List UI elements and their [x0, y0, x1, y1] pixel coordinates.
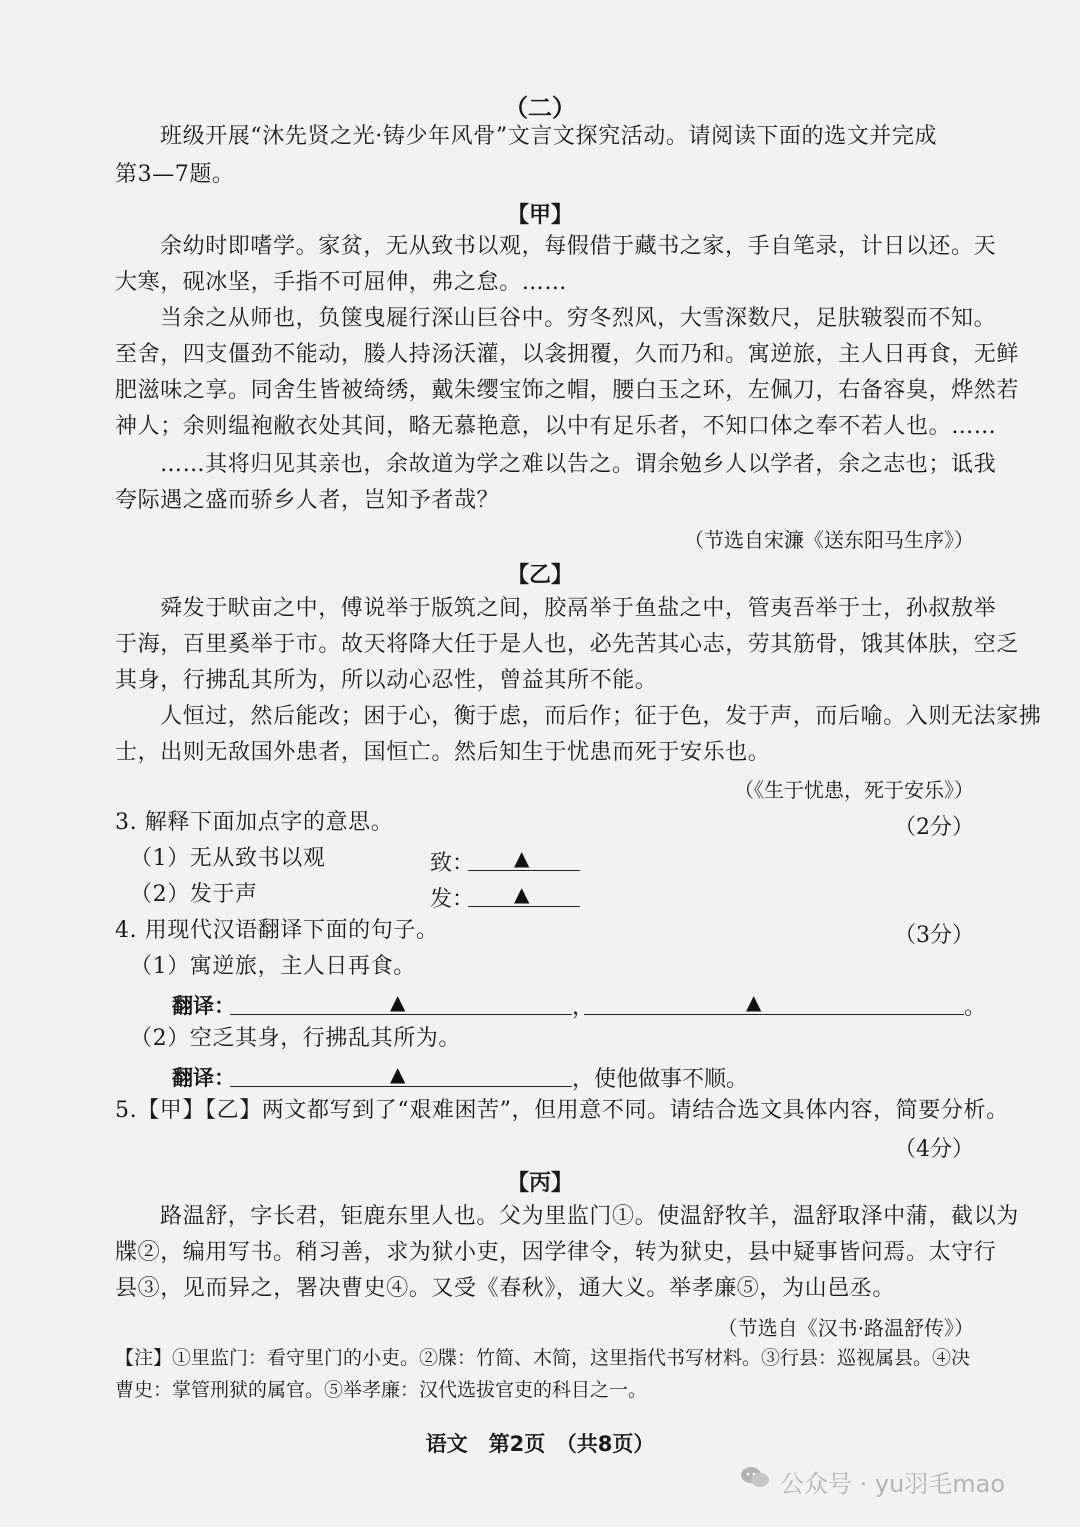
q3-stem: 3. 解释下面加点字的意思。: [115, 810, 394, 835]
passage-bing-label: 【丙】: [506, 1171, 573, 1196]
intro-line-2: 第3—7题。: [115, 162, 235, 187]
passage-jia-label: 【甲】: [506, 203, 573, 228]
q4-sentence-2-tail: ，使他做事不顺。: [572, 1067, 749, 1092]
q4-comma: ，: [572, 995, 595, 1020]
q3-item-1: （1）无从致书以观: [130, 846, 326, 871]
q4-answer-blank-1b[interactable]: [584, 988, 964, 1015]
intro-line-1: 班级开展“沐先贤之光·铸少年风骨”文言文探究活动。请阅读下面的选文并完成: [160, 124, 938, 149]
bing-line-2: 牒②，编用写书。稍习善，求为狱小吏，因学律令，转为狱史，县中疑事皆问焉。太守行: [115, 1240, 997, 1265]
yi-line-2: 于海，百里奚举于市。故天将降大任于是人也，必先苦其心志，劳其筋骨，饿其体肤，空乏: [115, 632, 1020, 657]
q4-period: 。: [964, 995, 987, 1020]
wechat-logo-icon: [740, 1466, 770, 1488]
yi-line-4: 人恒过，然后能改；困于心，衡于虑，而后作；征于色，发于声，而后喻。入则无法家拂: [160, 704, 1042, 729]
jia-source: （节选自宋濂《送东阳马生序》）: [684, 528, 974, 552]
passage-yi-label: 【乙】: [506, 563, 573, 588]
yi-line-3: 其身，行拂乱其所为，所以动心忍性，曾益其所不能。: [115, 668, 658, 693]
yi-source: （《生于忧患，死于安乐》）: [734, 778, 974, 802]
q3-key-2: 发：: [430, 887, 475, 912]
bing-line-1: 路温舒，字长君，钜鹿东里人也。父为里监门①。使温舒牧羊，温舒取泽中蒲，截以为: [160, 1204, 1019, 1229]
q4-stem: 4. 用现代汉语翻译下面的句子。: [115, 918, 439, 943]
page-footer: 语文 第2页 （共8页）: [425, 1432, 655, 1456]
answer-triangle-icon: ▲: [746, 990, 762, 1014]
q4-translate-label-2: 翻译：: [172, 1066, 235, 1090]
jia-line-2: 大寒，砚冰坚，手指不可屈伸，弗之怠。……: [115, 270, 568, 295]
q4-sentence-2: （2）空乏其身，行拂乱其所为。: [130, 1026, 461, 1051]
q5-stem: 5.【甲】【乙】两文都写到了“艰难困苦”，但用意不同。请结合选文具体内容，简要分析。: [115, 1098, 1009, 1123]
answer-triangle-icon: ▲: [390, 990, 406, 1014]
jia-line-8: 夸际遇之盛而骄乡人者，岂知予者哉？: [115, 488, 500, 513]
watermark-text: 公众号 · yu羽毛mao: [780, 1470, 1006, 1498]
jia-line-4: 至舍，四支僵劲不能动，媵人持汤沃灌，以衾拥覆，久而乃和。寓逆旅，主人日再食，无鲜: [115, 342, 1020, 367]
section-title: （二）: [504, 94, 576, 122]
q3-key-1: 致：: [430, 851, 475, 876]
q4-points: （3分）: [894, 923, 974, 948]
jia-line-3: 当余之从师也，负箧曳屣行深山巨谷中。穷冬烈风，大雪深数尺，足肤皲裂而不知。: [160, 306, 997, 331]
q3-points: （2分）: [894, 815, 974, 840]
answer-triangle-icon: ▲: [390, 1062, 406, 1086]
jia-line-1: 余幼时即嗜学。家贫，无从致书以观，每假借于藏书之家，手自笔录，计日以还。天: [160, 234, 997, 259]
jia-line-7: ……其将归见其亲也，余故道为学之难以告之。谓余勉乡人以学者，余之志也；诋我: [160, 452, 997, 477]
bing-line-3: 县③，见而异之，署决曹史④。又受《春秋》，通大义。举孝廉⑤，为山邑丞。: [115, 1276, 896, 1301]
jia-line-5: 肥滋味之享。同舍生皆被绮绣，戴朱缨宝饰之帽，腰白玉之环，左佩刀，右备容臭，烨然若: [115, 378, 1020, 403]
q4-sentence-1: （1）寓逆旅，主人日再食。: [130, 954, 416, 979]
notes-line-2: 曹史：掌管刑狱的属官。⑤举孝廉：汉代选拔官吏的科目之一。: [115, 1379, 648, 1401]
q5-points: （4分）: [894, 1137, 974, 1162]
yi-line-1: 舜发于畎亩之中，傅说举于版筑之间，胶鬲举于鱼盐之中，管夷吾举于士，孙叔敖举: [160, 596, 997, 621]
notes-line-1: 【注】①里监门：看守里门的小吏。②牒：竹简、木简，这里指代书写材料。③行县：巡视属县。④决: [115, 1347, 971, 1369]
answer-triangle-icon: ▲: [514, 882, 530, 906]
q3-item-2: （2）发于声: [130, 882, 258, 907]
jia-line-6: 神人；余则缊袍敝衣处其间，略无慕艳意，以中有足乐者，不知口体之奉不若人也。……: [115, 414, 997, 439]
yi-line-5: 士，出则无敌国外患者，国恒亡。然后知生于忧患而死于安乐也。: [115, 740, 771, 765]
q4-translate-label-1: 翻译：: [172, 994, 235, 1018]
answer-triangle-icon: ▲: [514, 846, 530, 870]
bing-source: （节选自《汉书·路温舒传》）: [717, 1316, 974, 1340]
